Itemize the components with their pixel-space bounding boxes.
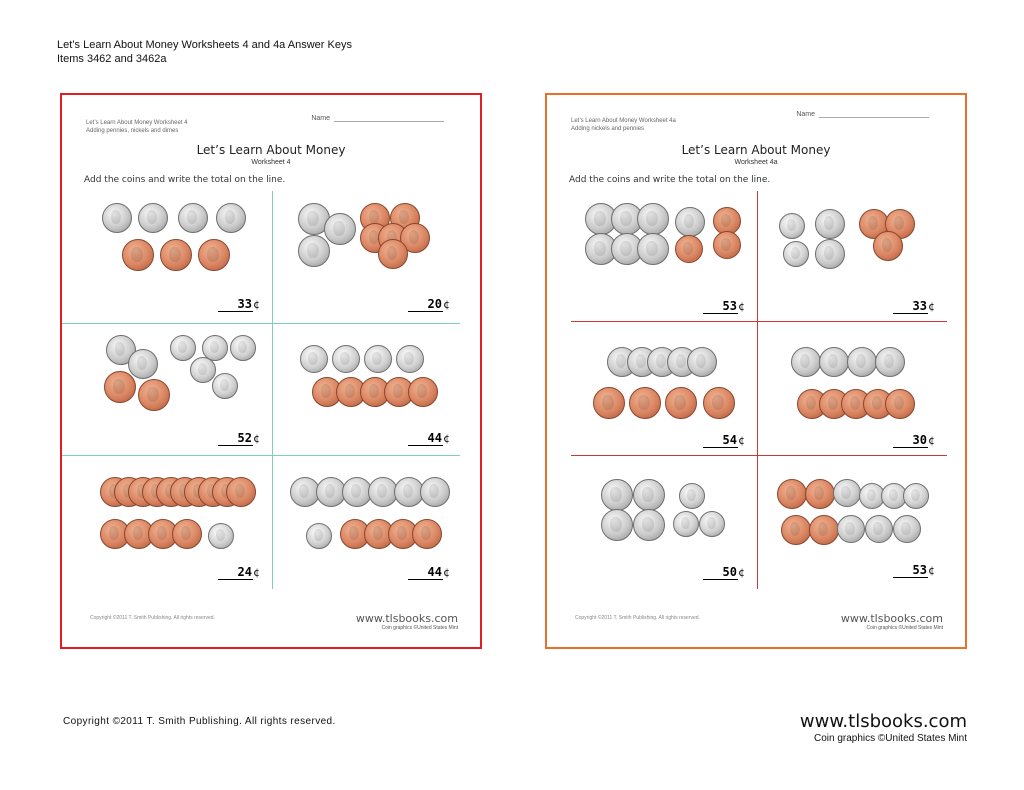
answer-q2 xyxy=(408,297,450,312)
worksheet-4-card xyxy=(60,93,482,649)
name-field xyxy=(311,115,444,122)
answer-q2 xyxy=(893,299,935,314)
nickel-coin xyxy=(893,515,921,543)
dime-coin xyxy=(190,357,216,383)
sheet-website: www.tlsbooks.com xyxy=(840,612,943,625)
cent-sign: ¢ xyxy=(928,564,935,577)
penny-coin xyxy=(160,239,192,271)
dime-coin xyxy=(170,335,196,361)
answer-value: 54 xyxy=(703,433,738,448)
nickel-coin xyxy=(819,347,849,377)
instructions: Add the coins and write the total on the line. xyxy=(569,175,771,185)
sheet-coin-credit: Coin graphics ©United States Mint xyxy=(866,625,943,631)
nickel-coin xyxy=(815,209,845,239)
nickel-coin xyxy=(601,479,633,511)
grid-hline xyxy=(571,455,947,456)
penny-coin xyxy=(665,387,697,419)
instructions: Add the coins and write the total on the line. xyxy=(84,175,286,185)
name-label: Name xyxy=(311,115,330,122)
dime-coin xyxy=(673,511,699,537)
nickel-coin xyxy=(324,213,356,245)
worksheet-title: Let’s Learn About Money xyxy=(196,143,346,157)
answer-value: 53 xyxy=(703,299,738,314)
penny-coin xyxy=(412,519,442,549)
header-title: Let’s Learn About Money Worksheets 4 and 4a Answer Keys xyxy=(57,39,352,51)
cent-sign: ¢ xyxy=(738,300,745,313)
penny-coin xyxy=(226,477,256,507)
page-website-link[interactable]: www.tlsbooks.com xyxy=(799,711,967,732)
worksheet-subtitle: Worksheet 4 xyxy=(251,159,291,166)
answer-value: 52 xyxy=(218,431,253,446)
dime-coin xyxy=(396,345,424,373)
penny-coin xyxy=(781,515,811,545)
grid-hline xyxy=(571,321,947,322)
sheet-caption xyxy=(571,117,676,133)
nickel-coin xyxy=(875,347,905,377)
cent-sign: ¢ xyxy=(253,298,260,311)
penny-coin xyxy=(408,377,438,407)
nickel-coin xyxy=(675,207,705,237)
answer-q4 xyxy=(408,431,450,446)
nickel-coin xyxy=(847,347,877,377)
sheet-copyright: Copyright ©2011 T. Smith Publishing. All rights reserved. xyxy=(90,615,215,621)
dime-coin xyxy=(306,523,332,549)
sheet-copyright: Copyright ©2011 T. Smith Publishing. All rights reserved. xyxy=(575,615,700,621)
penny-coin xyxy=(198,239,230,271)
answer-value: 44 xyxy=(408,431,443,446)
cent-sign: ¢ xyxy=(738,566,745,579)
nickel-coin xyxy=(687,347,717,377)
penny-coin xyxy=(378,239,408,269)
dime-coin xyxy=(332,345,360,373)
dime-coin xyxy=(212,373,238,399)
dime-coin xyxy=(699,511,725,537)
sheet-caption-title: Let’s Learn About Money Worksheet 4 xyxy=(86,120,188,126)
answer-value: 24 xyxy=(218,565,253,580)
grid-vline xyxy=(272,191,273,589)
nickel-coin xyxy=(633,509,665,541)
nickel-coin xyxy=(633,479,665,511)
cent-sign: ¢ xyxy=(443,432,450,445)
answer-q4 xyxy=(893,433,935,448)
nickel-coin xyxy=(833,479,861,507)
nickel-coin xyxy=(637,203,669,235)
dime-coin xyxy=(208,523,234,549)
nickel-coin xyxy=(791,347,821,377)
nickel-coin xyxy=(138,203,168,233)
penny-coin xyxy=(593,387,625,419)
penny-coin xyxy=(873,231,903,261)
answer-value: 30 xyxy=(893,433,928,448)
worksheet-title: Let’s Learn About Money xyxy=(681,143,831,157)
answer-value: 53 xyxy=(893,563,928,578)
nickel-coin xyxy=(865,515,893,543)
nickel-coin xyxy=(178,203,208,233)
penny-coin xyxy=(629,387,661,419)
name-label: Name xyxy=(796,111,815,118)
grid-vline xyxy=(757,191,758,589)
sheet-caption xyxy=(86,119,188,135)
page-coin-credit: Coin graphics ©United States Mint xyxy=(814,733,967,744)
penny-coin xyxy=(885,389,915,419)
nickel-coin xyxy=(637,233,669,265)
cent-sign: ¢ xyxy=(738,434,745,447)
cent-sign: ¢ xyxy=(928,434,935,447)
page-header xyxy=(57,38,352,66)
penny-coin xyxy=(172,519,202,549)
penny-coin xyxy=(805,479,835,509)
cent-sign: ¢ xyxy=(928,300,935,313)
answer-value: 44 xyxy=(408,565,443,580)
penny-coin xyxy=(138,379,170,411)
answer-value: 33 xyxy=(218,297,253,312)
penny-coin xyxy=(777,479,807,509)
dime-coin xyxy=(903,483,929,509)
dime-coin xyxy=(364,345,392,373)
dime-coin xyxy=(679,483,705,509)
answer-value: 33 xyxy=(893,299,928,314)
worksheet-subtitle: Worksheet 4a xyxy=(734,159,778,166)
penny-coin xyxy=(104,371,136,403)
answer-q1 xyxy=(703,299,745,314)
nickel-coin xyxy=(601,509,633,541)
sheet-coin-credit: Coin graphics ©United States Mint xyxy=(381,625,458,631)
answer-value: 50 xyxy=(703,565,738,580)
nickel-coin xyxy=(837,515,865,543)
grid-hline xyxy=(62,323,460,324)
dime-coin xyxy=(300,345,328,373)
penny-coin xyxy=(122,239,154,271)
dime-coin xyxy=(230,335,256,361)
worksheet-4a-card xyxy=(545,93,967,649)
sheet-caption-sub: Adding pennies, nickels and dimes xyxy=(86,128,179,134)
cent-sign: ¢ xyxy=(253,432,260,445)
page-copyright: Copyright ©2011 T. Smith Publishing. All rights reserved. xyxy=(63,716,336,727)
nickel-coin xyxy=(128,349,158,379)
penny-coin xyxy=(703,387,735,419)
nickel-coin xyxy=(420,477,450,507)
answer-value: 20 xyxy=(408,297,443,312)
sheet-website: www.tlsbooks.com xyxy=(355,612,458,625)
answer-q1 xyxy=(218,297,260,312)
penny-coin xyxy=(713,231,741,259)
name-field xyxy=(796,111,929,118)
sheet-caption-sub: Adding nickels and pennies xyxy=(571,126,645,132)
nickel-coin xyxy=(815,239,845,269)
grid-hline xyxy=(62,455,460,456)
answer-q3 xyxy=(218,431,260,446)
penny-coin xyxy=(675,235,703,263)
sheet-caption-title: Let’s Learn About Money Worksheet 4a xyxy=(571,118,676,124)
penny-coin xyxy=(809,515,839,545)
nickel-coin xyxy=(298,235,330,267)
answer-q5 xyxy=(703,565,745,580)
dime-coin xyxy=(783,241,809,267)
answer-q6 xyxy=(893,563,935,578)
nickel-coin xyxy=(102,203,132,233)
answer-q6 xyxy=(408,565,450,580)
cent-sign: ¢ xyxy=(253,566,260,579)
cent-sign: ¢ xyxy=(443,298,450,311)
header-items: Items 3462 and 3462a xyxy=(57,53,167,65)
cent-sign: ¢ xyxy=(443,566,450,579)
answer-q3 xyxy=(703,433,745,448)
nickel-coin xyxy=(216,203,246,233)
dime-coin xyxy=(779,213,805,239)
answer-q5 xyxy=(218,565,260,580)
